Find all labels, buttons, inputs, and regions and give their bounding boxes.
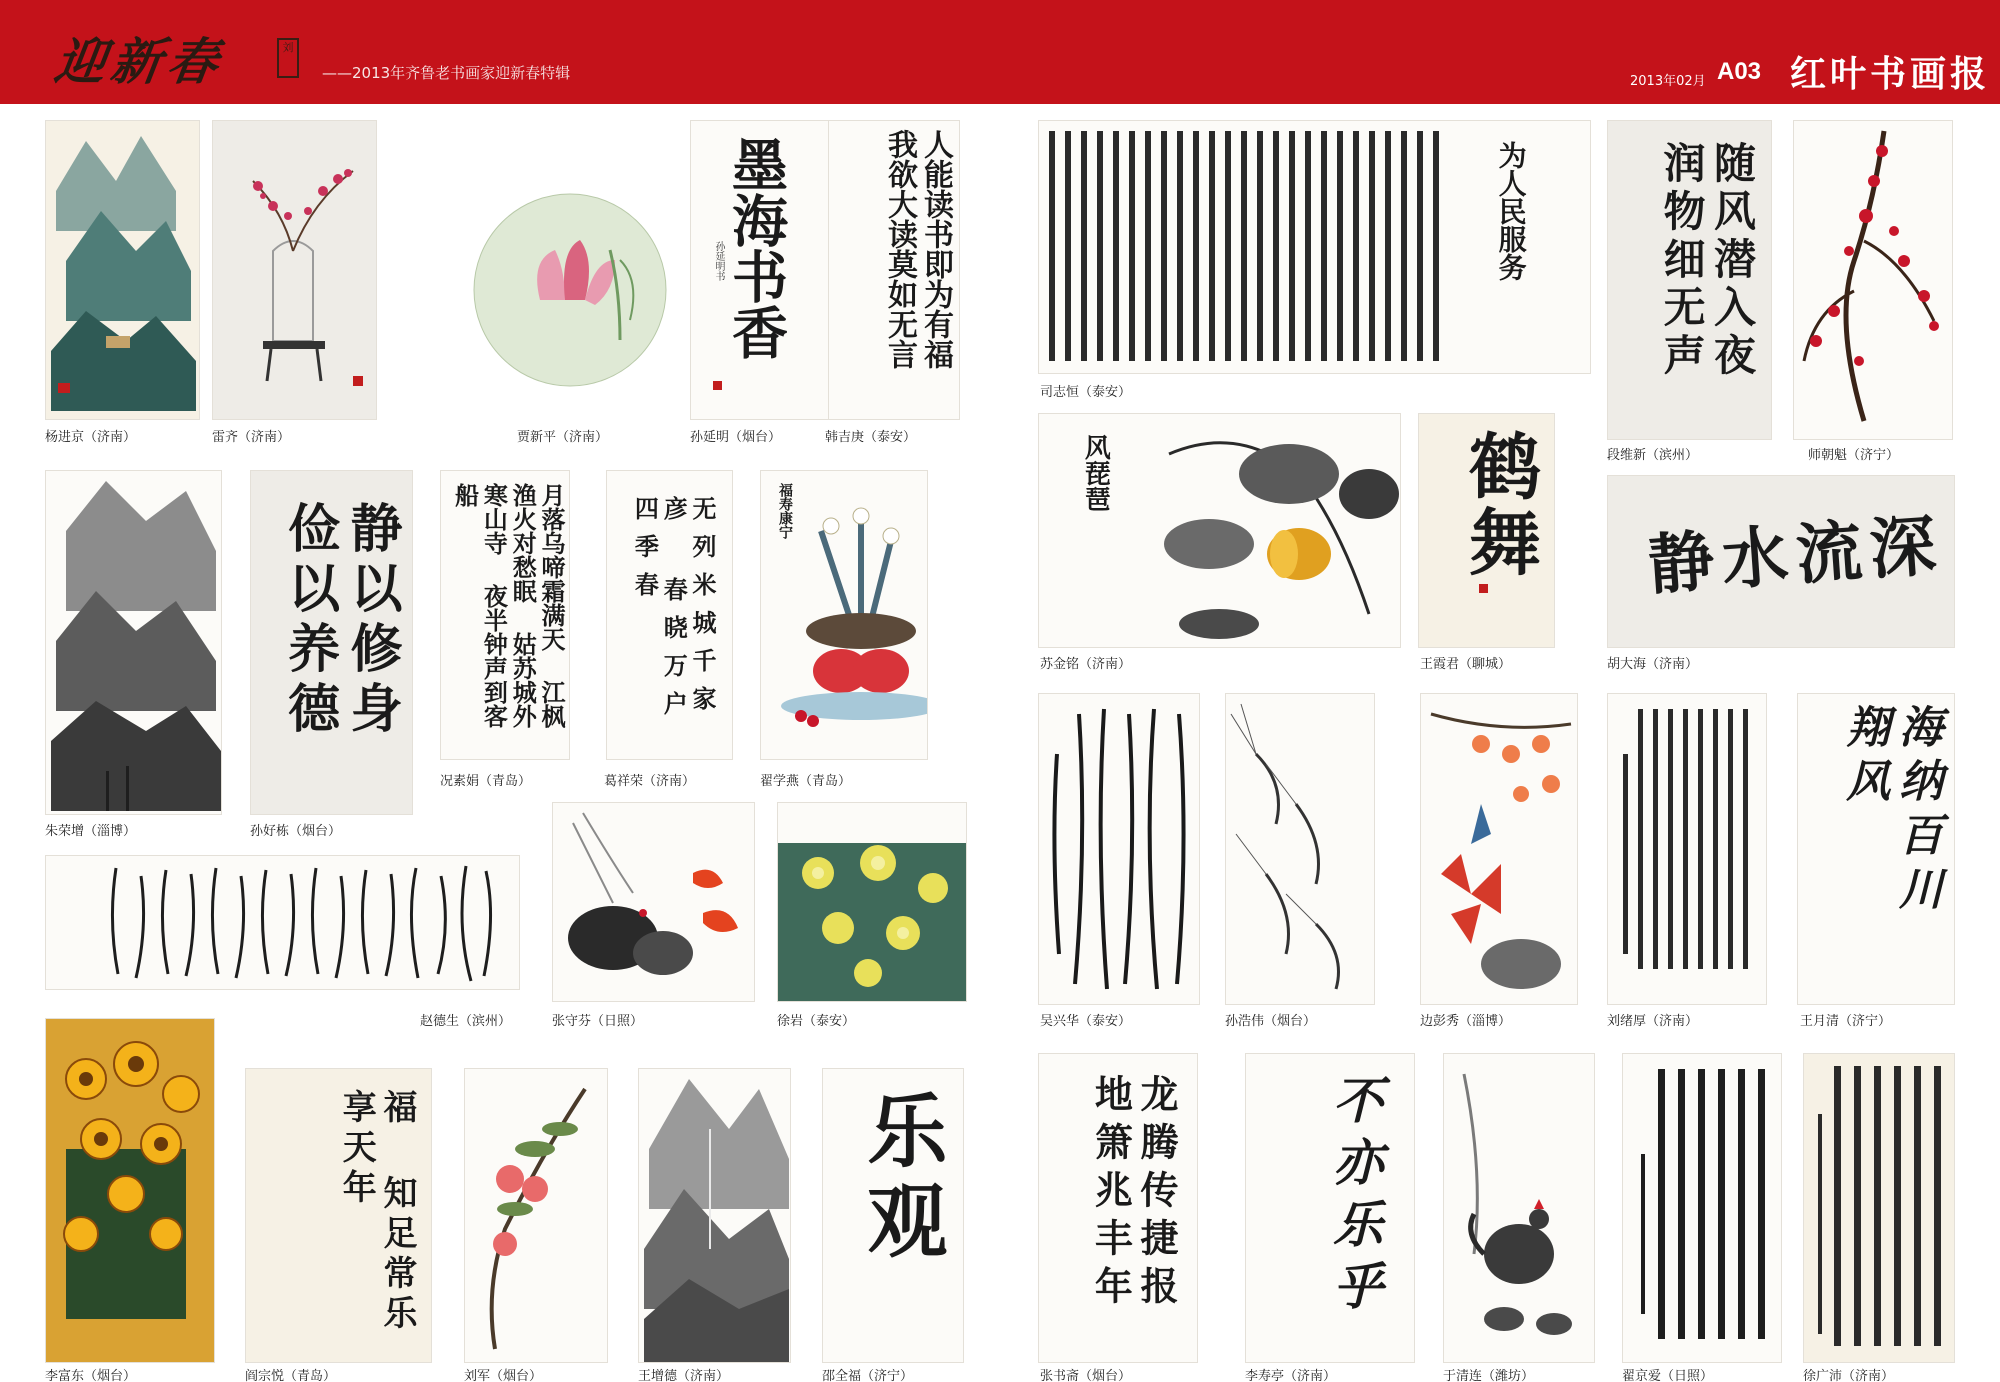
regular-script-text xyxy=(1623,1054,1782,1363)
caption: 刘绪厚（济南） xyxy=(1607,1014,1699,1029)
artwork-shrimp-sun-haowei xyxy=(1225,693,1375,1005)
artwork-calligraphy-xu-guangpei xyxy=(1803,1053,1955,1363)
caption: 张守芬（日照） xyxy=(552,1014,644,1029)
page-number: A03 xyxy=(1717,58,1762,85)
caption: 翟京爱（日照） xyxy=(1622,1369,1714,1382)
sunflower-painting xyxy=(46,1019,215,1363)
calligraphy-title: 风琵琶 xyxy=(1080,434,1111,512)
calligraphy-text: 不亦乐乎 xyxy=(1325,1074,1384,1322)
caption: 吴兴华（泰安） xyxy=(1040,1014,1132,1029)
masthead-bar xyxy=(0,0,2000,104)
caption: 葛祥荣（济南） xyxy=(604,774,696,789)
caption: 王霞君（聊城） xyxy=(1420,657,1512,672)
artwork-sunflower-li-fudong xyxy=(45,1018,215,1363)
calligraphy-text: 人能读书即为有福 我欲大读莫如无言 xyxy=(882,129,953,369)
plum-blossom-painting xyxy=(213,121,377,420)
artwork-calligraphy-liu-xuhou xyxy=(1607,693,1767,1005)
mountain-painting xyxy=(639,1069,791,1363)
caption: 雷齐（济南） xyxy=(212,430,291,445)
caption: 王月清（济宁） xyxy=(1800,1014,1892,1029)
caption: 苏金铭（济南） xyxy=(1040,657,1132,672)
artwork-calligraphy-sun-yanming xyxy=(690,120,830,420)
caption: 徐广沛（济南） xyxy=(1803,1369,1895,1382)
seal-mark xyxy=(713,381,722,390)
calligraphy-text: 墨海书香 xyxy=(723,136,789,360)
artwork-calligraphy-wang-xiajun xyxy=(1418,413,1555,648)
artwork-red-plum-shi xyxy=(1793,120,1953,440)
artwork-landscape-zhu xyxy=(45,470,222,815)
artwork-mountain-wang-zengde xyxy=(638,1068,791,1363)
yellow-peony-painting xyxy=(778,803,967,1002)
masthead-wordmark: 迎新春 xyxy=(51,32,228,91)
caption: 胡大海（济南） xyxy=(1607,657,1699,672)
issue-date: 2013年02月 xyxy=(1630,74,1706,89)
caption: 李寿亭（济南） xyxy=(1245,1369,1337,1382)
caption: 李富东（烟台） xyxy=(45,1369,137,1382)
calligraphy-text: 月落乌啼霜满天 江枫渔火对愁眠 姑苏城外寒山寺 夜半钟声到客船 xyxy=(450,483,566,728)
caption: 张书斋（烟台） xyxy=(1040,1369,1132,1382)
caption: 于清连（潍坊） xyxy=(1443,1369,1535,1382)
caption: 孙好栋（烟台） xyxy=(250,824,342,839)
artwork-peony-xu-yan xyxy=(777,802,967,1002)
artwork-goldfish-zhang xyxy=(552,802,755,1002)
caption: 孙浩伟（烟台） xyxy=(1225,1014,1317,1029)
artwork-peach-liu-jun xyxy=(464,1068,608,1363)
artwork-calligraphy-li-shouting xyxy=(1245,1053,1415,1363)
caption: 赵德生（滨州） xyxy=(420,1014,512,1029)
caption: 徐岩（泰安） xyxy=(777,1014,856,1029)
caption: 刘军（烟台） xyxy=(464,1369,543,1382)
cursive-script-text xyxy=(1039,694,1200,1005)
calligraphy-text: 静水流深 xyxy=(1645,505,1947,605)
artwork-calligraphy-sun-haodong xyxy=(250,470,413,815)
artwork-calligraphy-hu xyxy=(1607,475,1955,648)
artwork-calligraphy-zhao xyxy=(45,855,520,990)
caption: 师朝魁（济宁） xyxy=(1808,448,1900,463)
caption: 阎宗悦（青岛） xyxy=(245,1369,337,1382)
dense-script-text xyxy=(1039,121,1459,374)
caption: 邵全福（济宁） xyxy=(822,1369,914,1382)
regular-script-text xyxy=(1804,1054,1955,1363)
calligraphy-text: 无列米城千家彦 春晓万户四季春 xyxy=(630,496,717,729)
calligraphy-title: 为人民服务 xyxy=(1494,141,1528,281)
painting-title: 福寿康宁 xyxy=(777,483,793,539)
caption: 韩吉庚（泰安） xyxy=(825,430,917,445)
rooster-painting xyxy=(1444,1054,1595,1363)
artwork-calligraphy-zhai-jingai xyxy=(1622,1053,1782,1363)
artwork-lotus-jia xyxy=(470,190,670,390)
artwork-pumpkin-su xyxy=(1038,413,1401,648)
issue-subtitle: ——2013年齐鲁老书画家迎新春特辑 xyxy=(322,64,571,82)
shrimp-painting xyxy=(1226,694,1375,1005)
calligraphy-text: 海纳百川 翔风 xyxy=(1838,704,1942,920)
caption: 王增德（济南） xyxy=(638,1369,730,1382)
artwork-calligraphy-wang-yueqing xyxy=(1797,693,1955,1005)
caption: 翟学燕（青岛） xyxy=(760,774,852,789)
artwork-calligraphy-duan-weixin xyxy=(1607,120,1772,440)
artwork-landscape-yang xyxy=(45,120,200,420)
regular-script-text xyxy=(1608,694,1767,1005)
artwork-persimmon-bian xyxy=(1420,693,1578,1005)
red-plum-painting xyxy=(1794,121,1953,440)
peach-painting xyxy=(465,1069,608,1363)
ink-landscape-painting xyxy=(46,471,222,815)
artwork-rooster-yu xyxy=(1443,1053,1595,1363)
calligraphy-text: 乐观 xyxy=(854,1089,948,1269)
caption: 况素娟（青岛） xyxy=(440,774,532,789)
artwork-plum-vase-lei xyxy=(212,120,377,420)
lotus-painting xyxy=(470,190,670,390)
caption: 朱荣增（淄博） xyxy=(45,824,137,839)
artwork-calligraphy-zhang-shuzhai xyxy=(1038,1053,1198,1363)
persimmon-bird-painting xyxy=(1421,694,1578,1005)
caption: 边彭秀（淄博） xyxy=(1420,1014,1512,1029)
caption: 段维新（滨州） xyxy=(1607,448,1699,463)
calligraphy-text: 随风潜入夜 润物细无声 xyxy=(1657,141,1757,381)
newspaper-name: 红叶书画报 xyxy=(1790,53,1991,95)
artwork-calligraphy-han-jigeng xyxy=(828,120,960,420)
artwork-calligraphy-ge xyxy=(606,470,733,760)
landscape-painting xyxy=(46,121,200,420)
caption: 杨进京（济南） xyxy=(45,430,137,445)
artwork-flowers-zhai xyxy=(760,470,928,760)
cursive-script-scroll xyxy=(46,856,520,990)
goldfish-lotus-painting xyxy=(553,803,755,1002)
calligraphy-text: 福 知足常乐享天年 xyxy=(336,1089,417,1335)
masthead-seal: 刘 xyxy=(277,38,299,78)
calligraphy-text: 龙腾传捷报 地箫兆丰年 xyxy=(1088,1074,1179,1314)
caption: 孙延明（烟台） xyxy=(690,430,782,445)
artwork-calligraphy-shao xyxy=(822,1068,964,1363)
inscription: 孙延明书 xyxy=(713,241,724,281)
caption: 司志恒（泰安） xyxy=(1040,385,1132,400)
artwork-calligraphy-wu xyxy=(1038,693,1200,1005)
artwork-calligraphy-yan xyxy=(245,1068,432,1363)
artwork-calligraphy-kuang xyxy=(440,470,570,760)
caption: 贾新平（济南） xyxy=(517,430,609,445)
calligraphy-text: 静以修身 俭以养德 xyxy=(278,501,402,741)
seal-mark xyxy=(1479,584,1488,593)
artwork-calligraphy-si-zhiheng xyxy=(1038,120,1591,374)
calligraphy-text: 鹤舞 xyxy=(1457,429,1542,581)
